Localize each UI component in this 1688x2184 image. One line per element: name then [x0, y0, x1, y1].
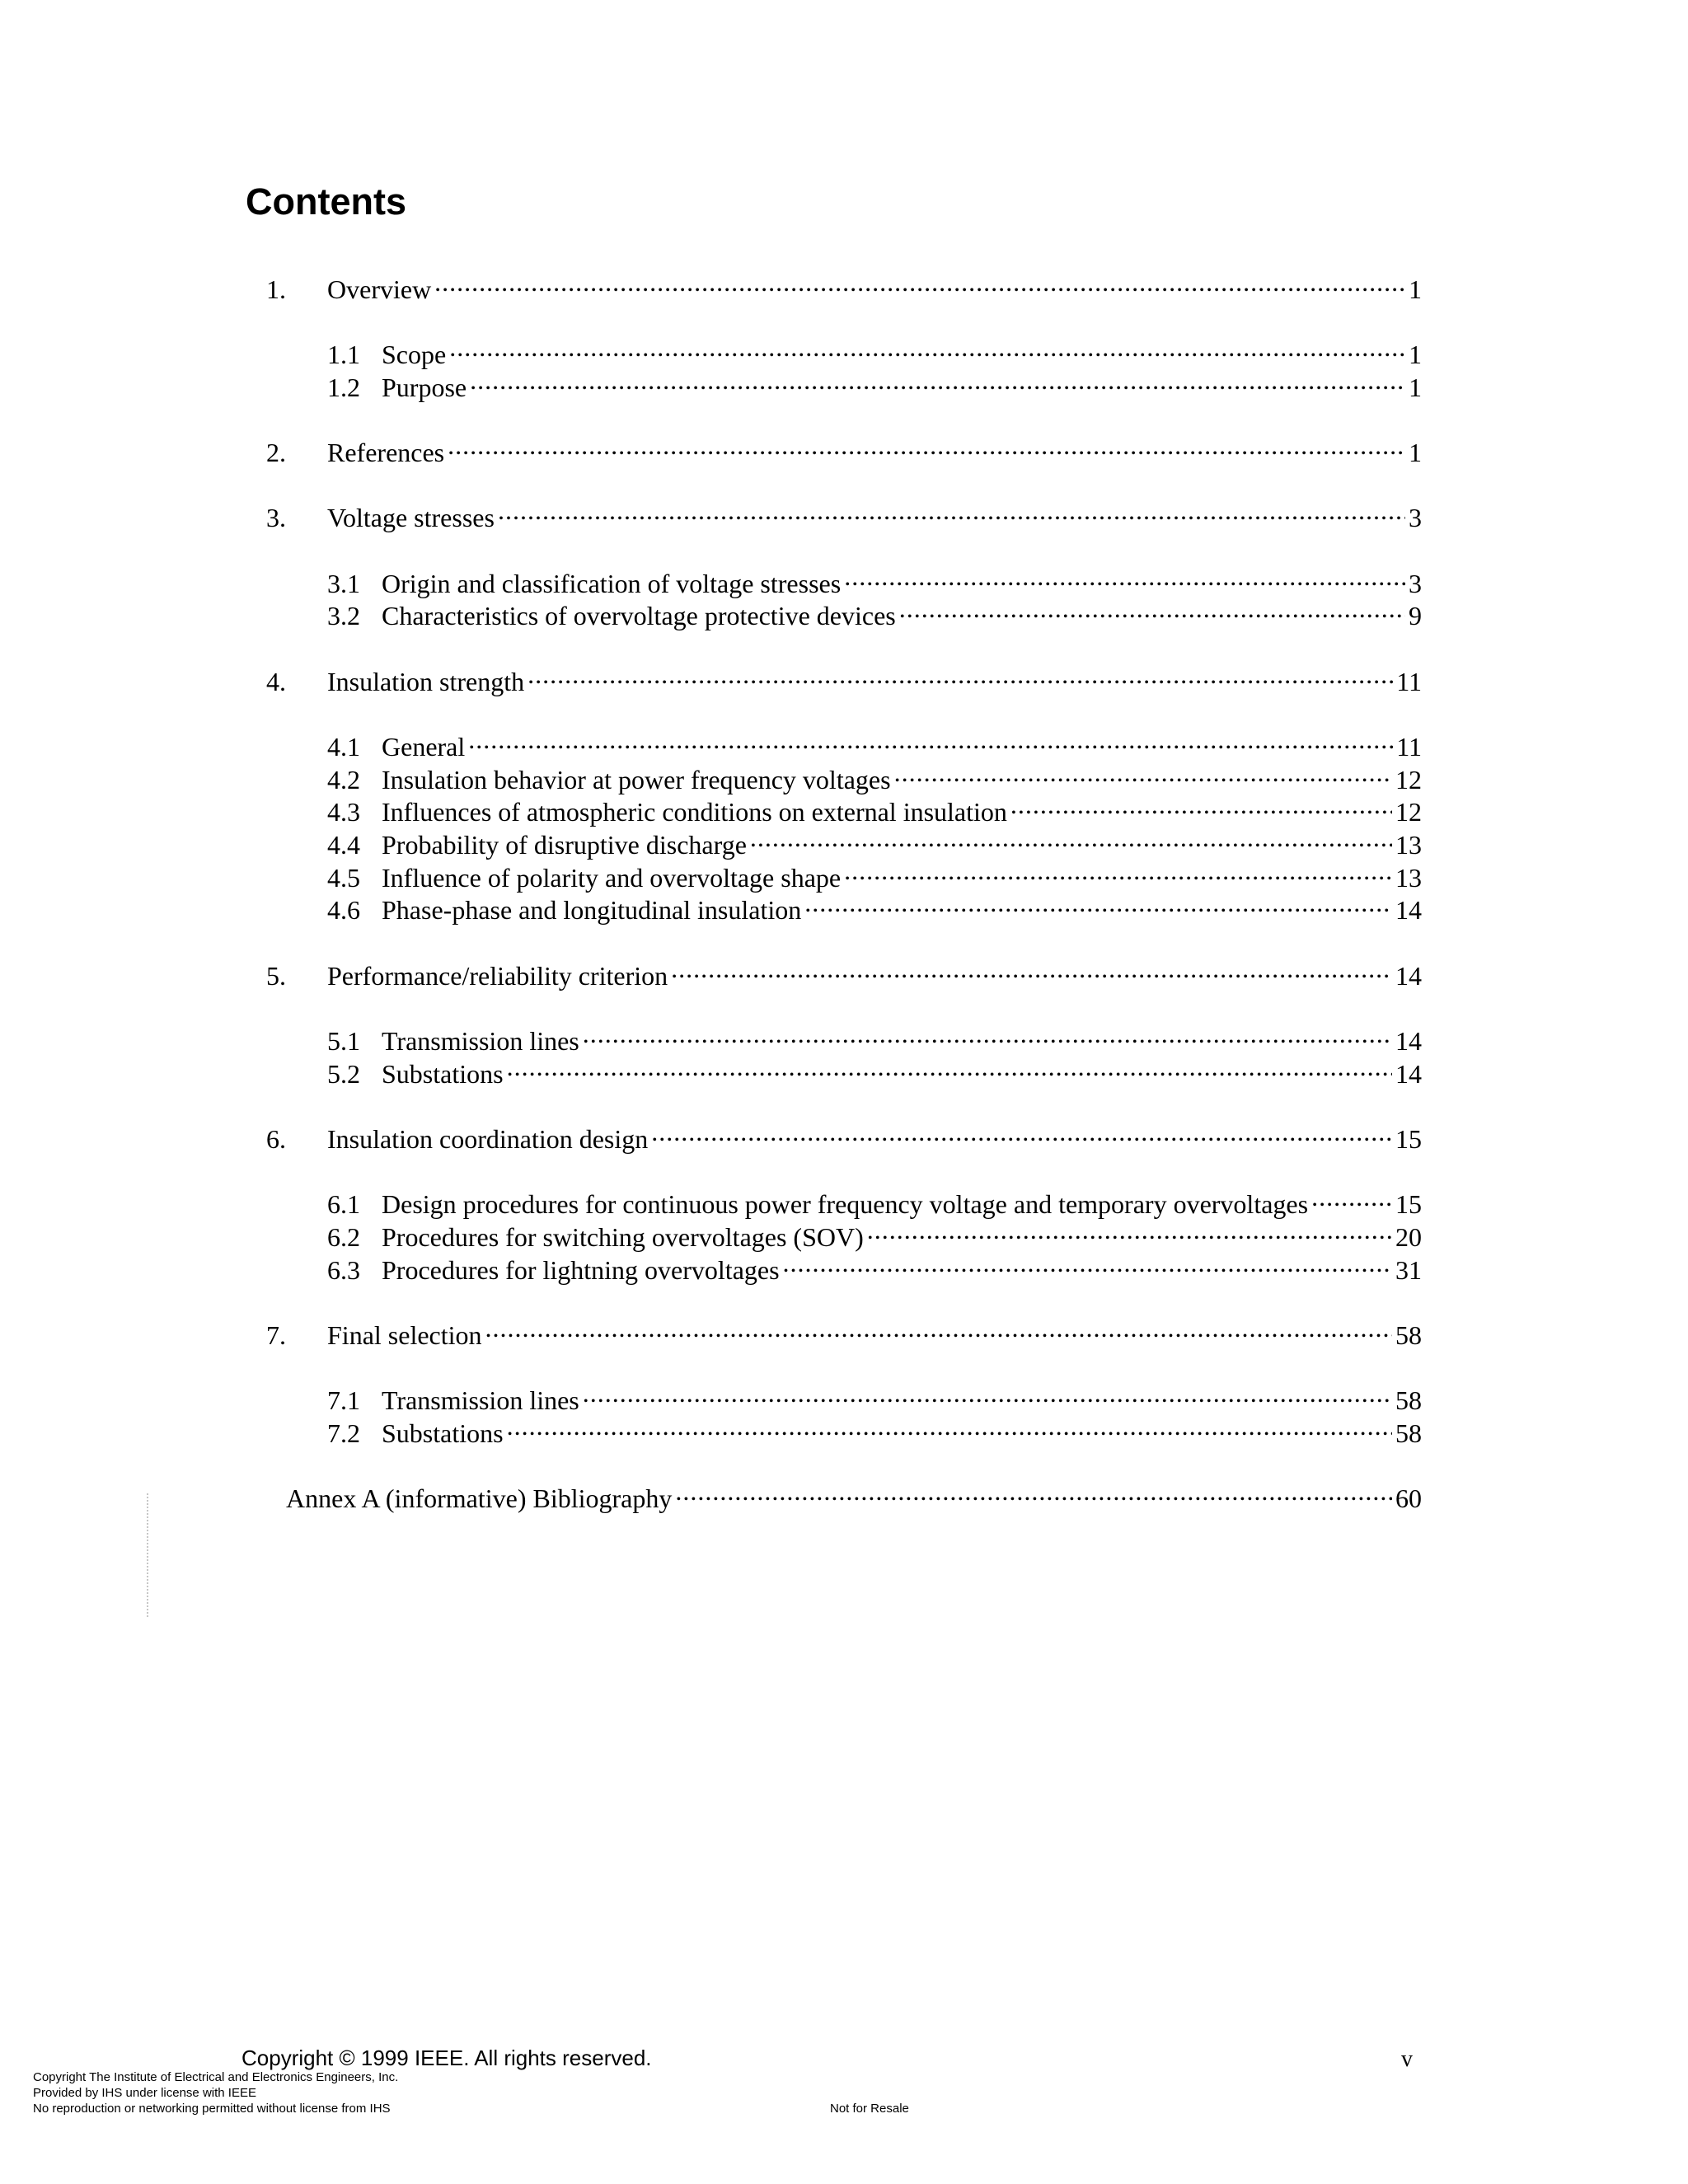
toc-entry-4-6[interactable]	[327, 886, 1422, 925]
toc-entry-title: Scope	[382, 340, 447, 369]
dot-leader	[449, 330, 1405, 363]
toc-entry-annex-a[interactable]	[286, 1474, 1422, 1513]
dot-leader	[651, 1115, 1392, 1148]
toc-entry-number: 1.	[266, 274, 286, 304]
page-title: Contents	[246, 180, 406, 223]
toc-entry-title: Probability of disruptive discharge	[382, 830, 747, 860]
toc-entry-title: Characteristics of overvoltage protective devices	[382, 601, 896, 630]
toc-entry-title: Origin and classification of voltage stresses	[382, 569, 842, 598]
toc-entry-page: 9	[1409, 601, 1422, 630]
dot-leader	[844, 560, 1405, 593]
footer-copyright: Copyright © 1999 IEEE. All rights reserved.	[241, 2046, 652, 2070]
toc-entry-title: Transmission lines	[382, 1026, 579, 1056]
toc-entry-3-1[interactable]	[327, 560, 1422, 598]
toc-entry-number: 7.	[266, 1320, 286, 1350]
toc-entry-title: General	[382, 732, 466, 762]
license-line: Copyright The Institute of Electrical and Electronics Engineers, Inc.	[33, 2070, 399, 2084]
dot-leader	[675, 1474, 1392, 1507]
toc-entry-page: 15	[1395, 1124, 1422, 1154]
dot-leader	[894, 756, 1392, 789]
toc-entry-page: 12	[1395, 797, 1422, 827]
toc-entry-title: Overview	[327, 274, 432, 304]
toc-entry-7-1[interactable]	[327, 1376, 1422, 1415]
toc-entry-number: 6.3	[327, 1255, 360, 1285]
dot-leader	[867, 1213, 1392, 1246]
scan-artifact-marks	[147, 1493, 155, 1617]
dot-leader	[485, 1311, 1392, 1344]
toc-entry-number: 3.	[266, 503, 286, 532]
not-for-resale-notice: Not for Resale	[830, 2102, 909, 2116]
toc-entry-title: Influence of polarity and overvoltage shape	[382, 863, 842, 893]
toc-entry-number: 4.6	[327, 895, 360, 925]
toc-entry-title: Final selection	[327, 1320, 482, 1350]
toc-entry-number: 5.	[266, 961, 286, 991]
toc-entry-number: 1.2	[327, 373, 360, 402]
toc-entry-number: 3.1	[327, 569, 360, 598]
toc-entry-title: Performance/reliability criterion	[327, 961, 668, 991]
toc-entry-4-2[interactable]	[327, 756, 1422, 794]
toc-entry-page: 60	[1395, 1483, 1422, 1513]
dot-leader	[783, 1246, 1392, 1279]
toc-entry-title: Insulation coordination design	[327, 1124, 649, 1154]
toc-entry-title: Influences of atmospheric conditions on external insulation	[382, 797, 1007, 827]
toc-entry-number: 2.	[266, 438, 286, 467]
toc-entry-6-1[interactable]	[327, 1180, 1422, 1219]
toc-entry-page: 14	[1395, 1026, 1422, 1056]
toc-entry-7-2[interactable]	[327, 1409, 1422, 1448]
toc-entry-title: Procedures for lightning overvoltages	[382, 1255, 780, 1285]
toc-entry-page: 14	[1395, 961, 1422, 991]
dot-leader	[528, 658, 1393, 691]
toc-entry-number: 4.2	[327, 765, 360, 794]
toc-entry-1[interactable]	[266, 265, 1422, 304]
footer-page-number: v	[1401, 2046, 1413, 2072]
dot-leader	[671, 952, 1392, 985]
toc-entry-number: 4.4	[327, 830, 360, 860]
toc-entry-4-5[interactable]	[327, 854, 1422, 893]
toc-entry-number: 4.	[266, 667, 286, 696]
toc-entry-page: 1	[1409, 340, 1422, 369]
toc-entry-page: 58	[1395, 1320, 1422, 1350]
toc-entry-6-3[interactable]	[327, 1246, 1422, 1285]
toc-entry-3[interactable]	[266, 494, 1422, 532]
toc-entry-title: Insulation strength	[327, 667, 525, 696]
toc-entry-page: 58	[1395, 1385, 1422, 1415]
toc-entry-page: 58	[1395, 1418, 1422, 1448]
toc-entry-title: Substations	[382, 1059, 504, 1089]
toc-entry-title: Substations	[382, 1418, 504, 1448]
toc-entry-page: 1	[1409, 373, 1422, 402]
dot-leader	[498, 494, 1405, 527]
dot-leader	[448, 429, 1405, 462]
toc-entry-page: 13	[1395, 863, 1422, 893]
toc-entry-2[interactable]	[266, 429, 1422, 467]
toc-entry-page: 11	[1396, 732, 1422, 762]
license-line: Provided by IHS under license with IEEE	[33, 2086, 256, 2100]
dot-leader	[583, 1376, 1392, 1409]
toc-entry-1-1[interactable]	[327, 330, 1422, 369]
toc-entry-number: 7.2	[327, 1418, 360, 1448]
dot-leader	[1311, 1180, 1392, 1213]
toc-entry-page: 1	[1409, 438, 1422, 467]
toc-entry-page: 3	[1409, 503, 1422, 532]
dot-leader	[844, 854, 1392, 887]
dot-leader	[434, 265, 1405, 298]
toc-entry-page: 11	[1396, 667, 1422, 696]
toc-entry-title: Annex A (informative) Bibliography	[286, 1483, 673, 1513]
toc-entry-title: Purpose	[382, 373, 467, 402]
toc-entry-title: Design procedures for continuous power frequency voltage and temporary overvoltages	[382, 1189, 1309, 1219]
toc-entry-number: 4.1	[327, 732, 360, 762]
toc-entry-5-2[interactable]	[327, 1050, 1422, 1089]
toc-entry-number: 4.5	[327, 863, 360, 893]
toc-entry-number: 6.	[266, 1124, 286, 1154]
toc-entry-1-2[interactable]	[327, 363, 1422, 402]
license-notice	[33, 2069, 398, 2116]
toc-entry-6[interactable]	[266, 1115, 1422, 1154]
toc-entry-number: 4.3	[327, 797, 360, 827]
dot-leader	[1010, 788, 1392, 821]
toc-entry-5[interactable]	[266, 952, 1422, 991]
toc-entry-number: 7.1	[327, 1385, 360, 1415]
toc-entry-page: 1	[1409, 274, 1422, 304]
toc-entry-title: Procedures for switching overvoltages (SOV)	[382, 1222, 864, 1252]
toc-entry-page: 20	[1395, 1222, 1422, 1252]
dot-leader	[468, 723, 1393, 756]
toc-entry-title: Phase-phase and longitudinal insulation	[382, 895, 802, 925]
dot-leader	[470, 363, 1405, 396]
toc-entry-number: 5.2	[327, 1059, 360, 1089]
toc-entry-3-2[interactable]	[327, 592, 1422, 630]
toc-entry-7[interactable]	[266, 1311, 1422, 1350]
toc-entry-4[interactable]	[266, 658, 1422, 696]
toc-entry-page: 15	[1395, 1189, 1422, 1219]
toc-entry-number: 6.2	[327, 1222, 360, 1252]
dot-leader	[750, 821, 1392, 854]
toc-entry-page: 14	[1395, 1059, 1422, 1089]
toc-entry-title: Voltage stresses	[327, 503, 495, 532]
dot-leader	[507, 1050, 1392, 1083]
toc-entry-4-1[interactable]	[327, 723, 1422, 762]
toc-entry-page: 13	[1395, 830, 1422, 860]
toc-entry-title: Insulation behavior at power frequency voltages	[382, 765, 891, 794]
toc-entry-number: 1.1	[327, 340, 360, 369]
dot-leader	[507, 1409, 1392, 1442]
toc-entry-number: 6.1	[327, 1189, 360, 1219]
toc-entry-number: 5.1	[327, 1026, 360, 1056]
dot-leader	[899, 592, 1405, 625]
toc-entry-5-1[interactable]	[327, 1017, 1422, 1056]
toc-entry-page: 3	[1409, 569, 1422, 598]
toc-entry-page: 12	[1395, 765, 1422, 794]
toc-entry-6-2[interactable]	[327, 1213, 1422, 1252]
toc-entry-4-4[interactable]	[327, 821, 1422, 860]
dot-leader	[583, 1017, 1392, 1050]
dot-leader	[804, 886, 1392, 919]
license-line: No reproduction or networking permitted without license from IHS	[33, 2102, 391, 2116]
toc-entry-title: Transmission lines	[382, 1385, 579, 1415]
toc-entry-number: 3.2	[327, 601, 360, 630]
toc-entry-page: 31	[1395, 1255, 1422, 1285]
toc-entry-title: References	[327, 438, 445, 467]
toc-entry-4-3[interactable]	[327, 788, 1422, 827]
toc-entry-page: 14	[1395, 895, 1422, 925]
